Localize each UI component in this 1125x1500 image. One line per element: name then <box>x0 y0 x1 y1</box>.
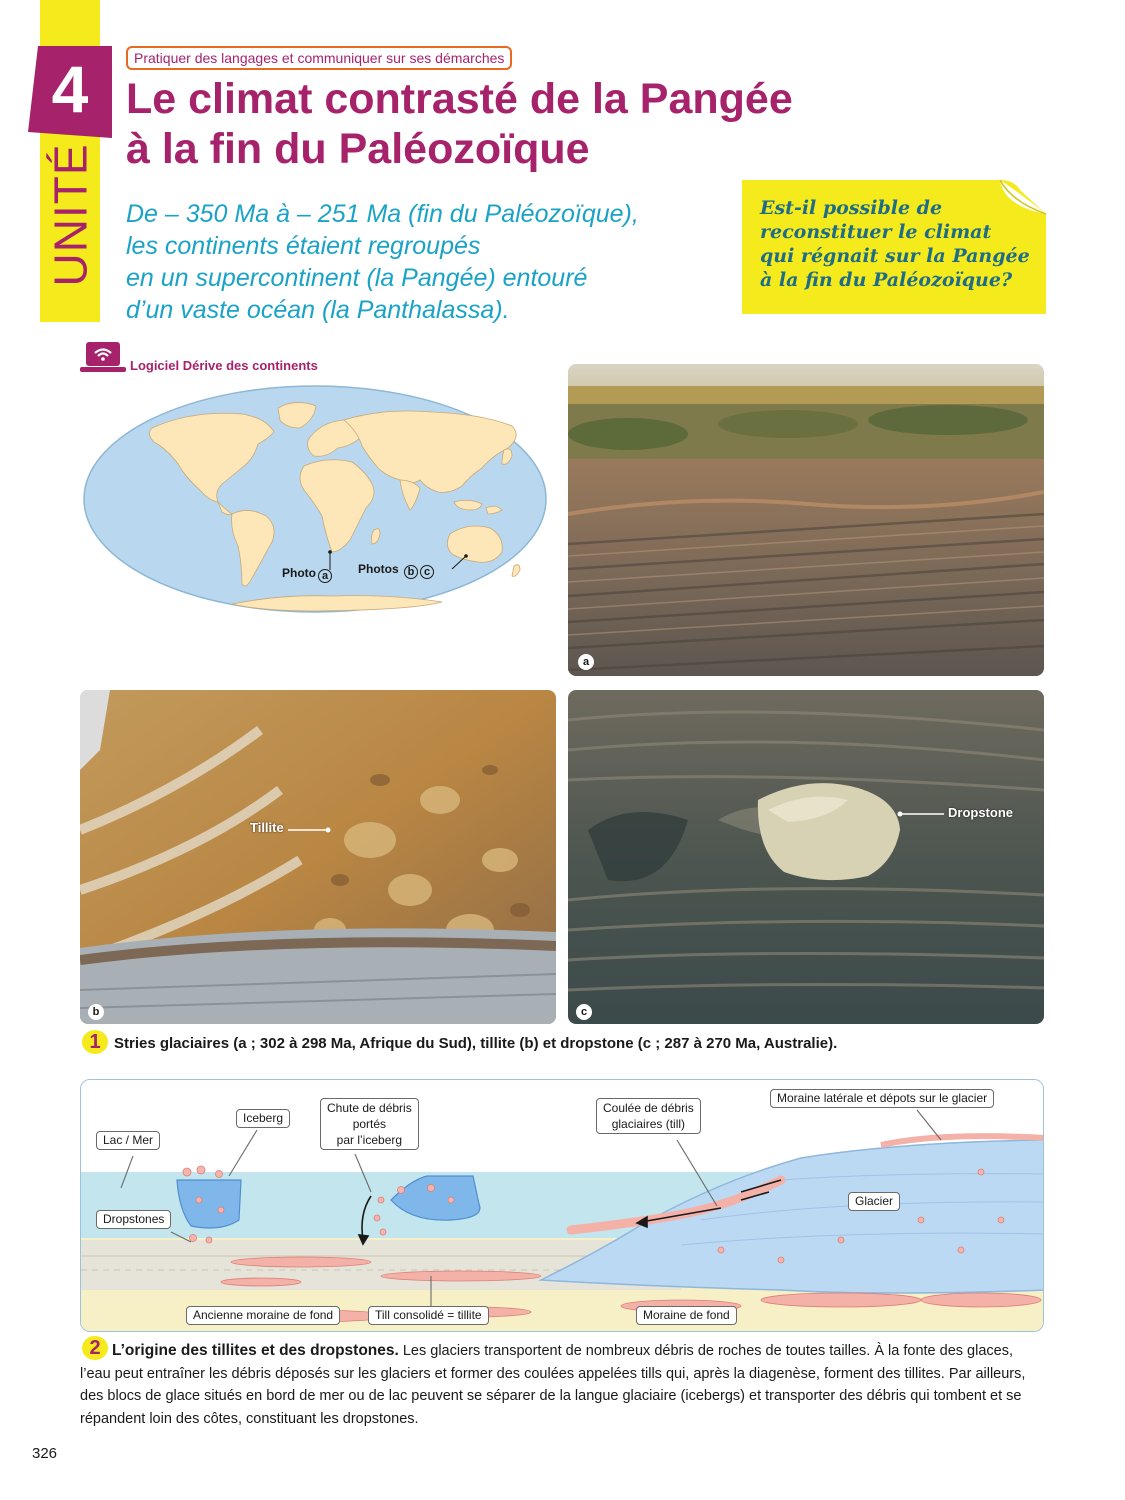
intro-text <box>126 198 706 326</box>
label-lake-sea: Lac / Mer <box>96 1131 160 1150</box>
unit-word: UNITÉ <box>44 143 96 287</box>
doc-1-caption: Stries glaciaires (a ; 302 à 298 Ma, Afrique du Sud), tillite (b) et dropstone (c ; 287 à 270 Ma, Australie). <box>114 1035 838 1052</box>
photo-b-badge: b <box>88 1004 104 1020</box>
page-title <box>126 74 886 174</box>
label-debris-fall-line-2: portés <box>352 1117 387 1131</box>
label-iceberg: Iceberg <box>236 1109 290 1128</box>
label-tillite: Till consolidé = tillite <box>368 1306 489 1325</box>
label-till-flow <box>596 1098 701 1134</box>
question-line-1: Est-il possible de <box>760 197 943 219</box>
map-label-photos-bc: Photos b c <box>358 562 434 579</box>
photo-a-badge: a <box>578 654 594 670</box>
doc-2-title: L’origine des tillites et des dropstones. <box>112 1342 399 1359</box>
label-till-flow-line-2: glaciaires (till) <box>611 1117 686 1131</box>
skill-tag: Pratiquer des langages et communiquer sur ses démarches <box>126 46 512 70</box>
dropstone-annotation: Dropstone <box>948 805 1013 820</box>
question-text <box>760 196 1030 292</box>
label-lateral-moraine: Moraine latérale et dépots sur le glacier <box>770 1089 994 1108</box>
label-debris-fall <box>320 1098 419 1150</box>
circled-letter-b: b <box>404 565 418 579</box>
label-dropstones: Dropstones <box>96 1210 171 1229</box>
label-old-ground-moraine: Ancienne moraine de fond <box>186 1306 340 1325</box>
intro-line-1: De – 350 Ma à – 251 Ma (fin du Paléozoïque), <box>126 200 639 228</box>
label-debris-fall-line-3: par l’iceberg <box>336 1133 403 1147</box>
page-title-line-2: à la fin du Paléozoïque <box>126 125 590 173</box>
software-link[interactable]: Logiciel Dérive des continents <box>130 358 318 373</box>
tillite-annotation: Tillite <box>250 820 284 835</box>
label-glacier: Glacier <box>848 1192 900 1211</box>
page-number: 326 <box>32 1445 58 1462</box>
doc-2-body: Les glaciers transportent de nombreux débris de roches de toutes tailles. À la fonte des glaces, l’eau peut entraîner les débris déposés sur les glaciers et former des coulées appelées tills qui, après la diagenèse, forment des tillites. Par ailleurs, des blocs de glace situés en bord de mer ou de lac peuvent se séparer de la langue glaciaire (icebergs) et transporter des débris qui tombent et se répandent loin des côtes, constituant les dropstones. <box>80 1343 1026 1427</box>
unit-number: 4 <box>51 52 89 126</box>
doc-1-number: 1 <box>82 1030 108 1054</box>
label-ground-moraine: Moraine de fond <box>636 1306 737 1325</box>
label-till-flow-line-1: Coulée de débris <box>603 1101 694 1115</box>
photo-c-badge: c <box>576 1004 592 1020</box>
photo-c-dropstone <box>568 690 1044 1024</box>
laptop-wifi-icon <box>80 340 126 374</box>
page-title-line-1: Le climat contrasté de la Pangée <box>126 75 793 123</box>
photo-a-glacial-striations <box>568 364 1044 676</box>
circled-letter-c: c <box>420 565 434 579</box>
doc-2-number: 2 <box>82 1336 108 1360</box>
question-line-3: qui régnait sur la Pangée <box>760 245 1030 267</box>
question-line-4: à la fin du Paléozoïque? <box>760 269 1013 291</box>
circled-letter-a: a <box>318 569 332 583</box>
photo-b-tillite <box>80 690 556 1024</box>
intro-line-3: en un supercontinent (la Pangée) entouré <box>126 264 588 292</box>
intro-line-2: les continents étaient regroupés <box>126 232 481 260</box>
map-label-photo-a: Photo a <box>282 566 332 583</box>
label-debris-fall-line-1: Chute de débris <box>327 1101 412 1115</box>
doc-2-paragraph <box>80 1340 1044 1430</box>
intro-line-4: d’un vaste océan (la Panthalassa). <box>126 296 510 324</box>
question-line-2: reconstituer le climat <box>760 221 992 243</box>
